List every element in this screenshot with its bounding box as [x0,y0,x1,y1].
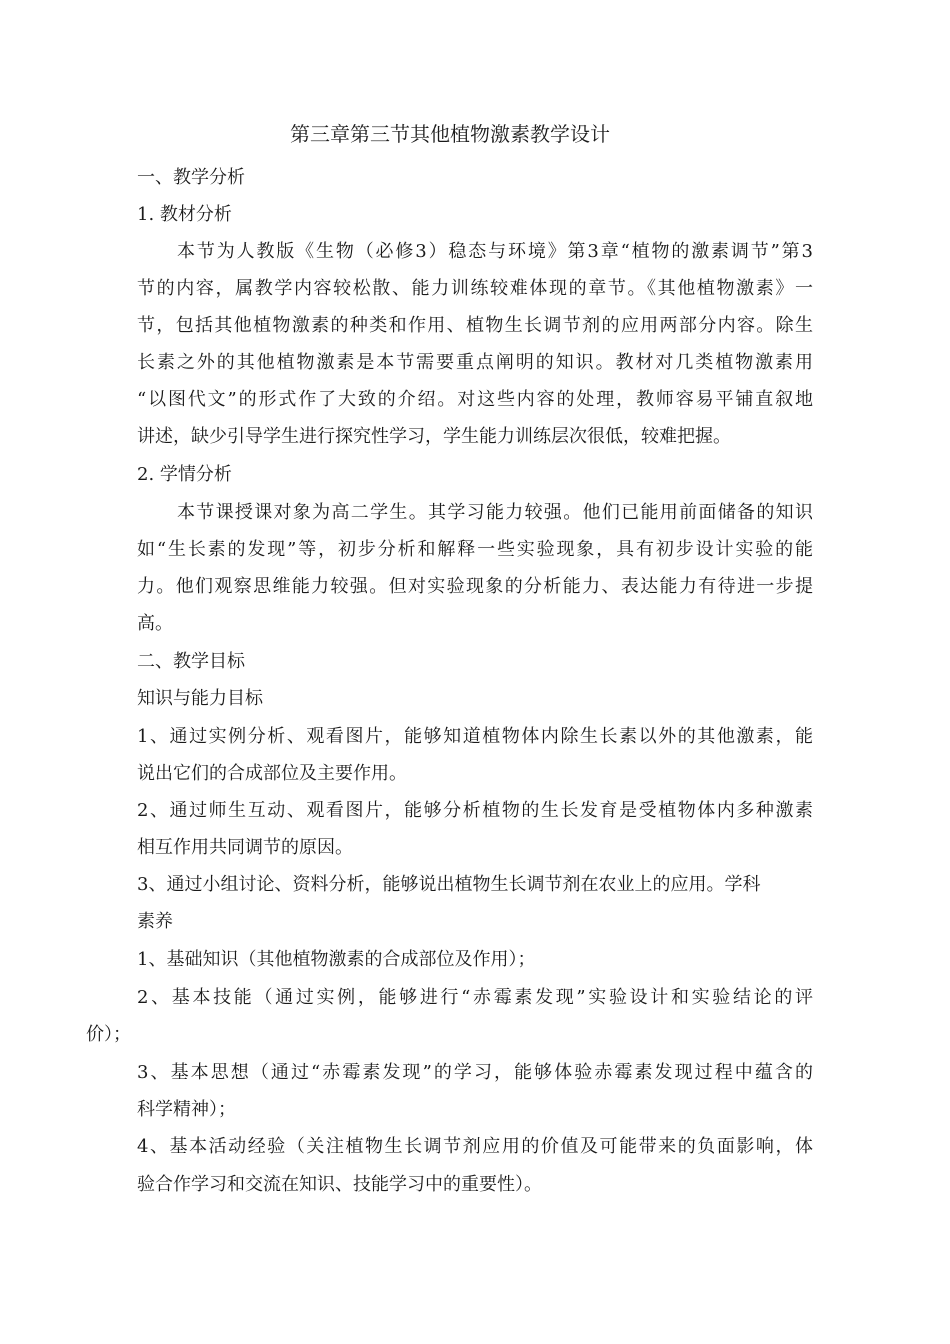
paragraph-line: 讲述，缺少引导学生进行探究性学习，学生能力训练层次很低，较难把握。 [137,426,731,447]
paragraph-line: 本节课授课对象为高二学生。其学习能力较强。他们已能用前面储备的知识 [177,502,813,523]
paragraph-line: 本节为人教版《生物（必修3）稳态与环境》第3章“植物的激素调节”第3 [177,241,813,262]
paragraph-line: 长素之外的其他植物激素是本节需要重点阐明的知识。教材对几类植物激素用 [137,352,813,373]
paragraph-line: “以图代文”的形式作了大致的介绍。对这些内容的处理，教师容易平铺直叙地 [137,389,813,410]
paragraph-line: 节的内容，属教学内容较松散、能力训练较难体现的章节。《其他植物激素》一 [137,278,813,299]
list-item-line: 说出它们的合成部位及主要作用。 [137,763,407,784]
paragraph-line: 节，包括其他植物激素的种类和作用、植物生长调节剂的应用两部分内容。除生 [137,315,813,336]
subheading-knowledge-goals: 知识与能力目标 [137,688,263,709]
document-title: 第三章第三节其他植物激素教学设计 [290,122,610,146]
list-item-line: 相互作用共同调节的原因。 [137,837,353,858]
list-item-line: 2、基本技能（通过实例，能够进行“赤霉素发现”实验设计和实验结论的评 [137,987,813,1008]
section-heading-teaching-goals: 二、教学目标 [137,651,245,672]
list-item-line: 1、通过实例分析、观看图片，能够知道植物体内除生长素以外的其他激素，能 [137,726,813,747]
subheading-student-analysis: 2. 学情分析 [137,464,232,485]
list-item-line: 科学精神）； [137,1099,236,1120]
list-item-line: 验合作学习和交流在知识、技能学习中的重要性）。 [137,1174,542,1195]
list-item-line: 价）； [86,1024,131,1045]
list-item-line: 1、基础知识（其他植物激素的合成部位及作用）； [137,949,536,970]
list-item-line: 2、通过师生互动、观看图片，能够分析植物的生长发育是受植物体内多种激素 [137,800,813,821]
paragraph-line: 高。 [137,613,173,634]
list-item-line: 3、基本思想（通过“赤霉素发现”的学习，能够体验赤霉素发现过程中蕴含的 [137,1062,813,1083]
list-item-line: 素养 [137,911,173,932]
section-heading-teaching-analysis: 一、教学分析 [137,167,245,188]
list-item-line: 3、通过小组讨论、资料分析，能够说出植物生长调节剂在农业上的应用。学科 [137,874,761,895]
list-item-line: 4、基本活动经验（关注植物生长调节剂应用的价值及可能带来的负面影响，体 [137,1136,813,1157]
subheading-textbook-analysis: 1. 教材分析 [137,204,232,225]
paragraph-line: 力。他们观察思维能力较强。但对实验现象的分析能力、表达能力有待进一步提 [137,576,813,597]
paragraph-line: 如“生长素的发现”等，初步分析和解释一些实验现象，具有初步设计实验的能 [137,539,813,560]
